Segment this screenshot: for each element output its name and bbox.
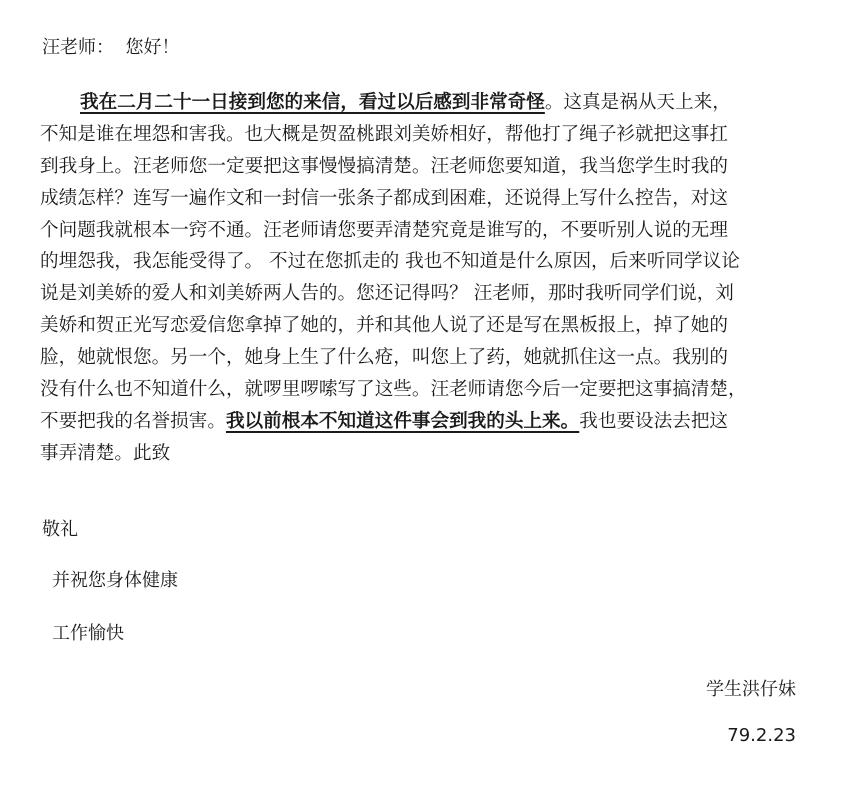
- body-line-2: 不知是谁在埋怨和害我。也大概是贺盈桃跟刘美娇相好，帮他打了绳子衫就把这事扛: [40, 123, 728, 145]
- body-line-6: 的埋怨我，我怎能受得了。 不过在您抓走的 我也不知道是什么原因，后来听同学议论: [40, 251, 740, 273]
- closing-wish-health: 并祝您身体健康: [52, 570, 178, 591]
- letter-body: [40, 87, 820, 470]
- body-line-11: [40, 406, 820, 438]
- body-line-3: 到我身上。汪老师您一定要把这事慢慢搞清楚。汪老师您要知道，我当您学生时我的: [40, 155, 728, 177]
- body-line-8: 美娇和贺正光写恋爱信您拿掉了她的，并和其他人说了还是写在黑板报上，掉了她的: [40, 315, 728, 337]
- salutation: 汪老师： 您好！: [42, 37, 180, 58]
- body-line-10: 没有什么也不知道什么，就啰里啰嗦写了这些。汪老师请您今后一定要把这事搞清楚，: [40, 379, 747, 401]
- signature: 学生洪仔妹: [706, 679, 796, 700]
- body-line-11-end: 我也要设法去把这: [579, 410, 729, 432]
- body-line-1-rest: 。这真是祸从天上来，: [544, 92, 731, 113]
- body-line-11-start: 不要把我的名誉损害。: [40, 410, 226, 432]
- body-line-5: 个问题我就根本一窍不通。汪老师请您要弄清楚究竟是谁写的，不要听别人说的无理: [40, 219, 728, 241]
- body-line-9: 脸，她就恨您。另一个，她身上生了什么疮，叫您上了药，她就抓住这一点。我别的: [40, 347, 728, 369]
- body-line-12: 事弄清楚。此致: [40, 442, 171, 464]
- body-line-4: 成绩怎样？连写一遍作文和一封信一张条子都成到困难，还说得上写什么控告，对这: [40, 187, 728, 209]
- emphasized-sentence-2: 我以前根本不知道这件事会到我的头上来。: [225, 410, 580, 432]
- body-line-1: [40, 87, 820, 119]
- emphasized-sentence-1: 我在二月二十一日接到您的来信，看过以后感到非常奇怪: [80, 92, 545, 113]
- closing-respect: 敬礼: [42, 519, 78, 540]
- letter-date: 79.2.23: [727, 725, 796, 746]
- closing-wish-work: 工作愉快: [52, 623, 124, 644]
- body-line-7: 说是刘美娇的爱人和刘美娇两人告的。您还记得吗？ 汪老师，那时我听同学们说，刘: [40, 283, 734, 305]
